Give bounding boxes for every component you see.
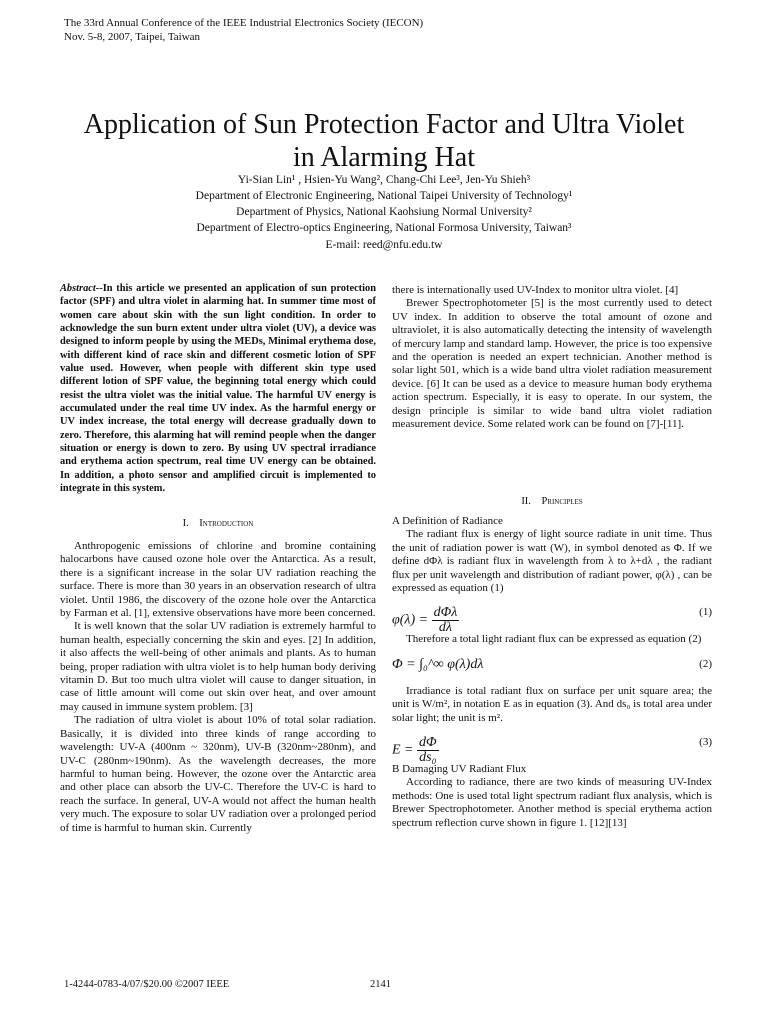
equation-1-lhs: φ(λ) =	[392, 613, 429, 629]
principles-paragraph-a3: Irradiance is total radiant flux on surface per unit square area; the unit is W/m², in notation E as in equation (3). And ds₀ is total area under solar light; the unit is m².	[392, 684, 712, 724]
intro-paragraph-2: It is well known that the solar UV radiation is extremely harmful to human health, especially concerning the skin and eyes. [2] In addition, it also affects the well-being of other animals and plants. As to human being, proper radiation with ultra violet is to help human body deriving vitamin D. But too much ultra violet will cause to danger situation, in case of little amount will come out skin over heat, and over amount may caused in immune system problem. [3]	[60, 620, 376, 713]
equation-3-lhs: E =	[392, 742, 414, 758]
abstract-text: --In this article we presented an application of sun protection factor (SPF) and ultra violet in alarming hat. In summer time most of women care about skin with the sun light condition. In order to acknowledge the sun burn extent under ultra violet (UV), a device was designed to inform people by using the MEDs, Minimal erythema dose, with different kind of race skin and different cosmetic lotion of SPF value used. However, when people with different skin type used different lotion of SPF value, the beginning total energy which could resist the ultra violet was the initial value. The harmful UV energy is accumulated under the real time UV index. As the harmful energy or UV index increase, the total energy will decrease gradually down to zero. Therefore, this alarming hat will remind people when the danger situation or energy is down to zero. By using UV spectral irradiance and erythema action spectrum, real time UV energy can be obtained. In addition, a photo sensor and amplified circuit is implemented to integrate in this system.	[60, 283, 376, 495]
right-column-top	[392, 284, 712, 431]
equation-1-numerator: dΦλ	[433, 605, 458, 621]
conference-date: Nov. 5-8, 2007, Taipei, Taiwan	[64, 31, 201, 43]
conference-header	[64, 16, 423, 44]
right-paragraph-2: Brewer Spectrophotometer [5] is the most currently used to detect UV index. In addition to observe the total amount of ozone and ultraviolet, it is also automatically detecting the intensity of wavelength of mercury lamp and standard lamp. However, the price is too expensive and the operation is needed an expert technician. Another method is solar light 501, which is a wide band ultra violet radiation measurement device. [6] It can be used as a device to measure human body erythema action spectrum. Especially, it is easy to operate. In our system, the design principle is similar to wide band ultra violet radiation measurement device. Some related work can be found on [7]-[11].	[392, 297, 712, 431]
title-line-2: in Alarming Hat	[293, 142, 475, 173]
principles-paragraph-a2: Therefore a total light radiant flux can be expressed as equation (2)	[406, 633, 702, 646]
abstract-label: Abstract	[60, 283, 96, 294]
affiliation-1: Department of Electronic Engineering, National Taipei University of Technology¹	[195, 190, 573, 202]
equation-2-body: Φ = ∫₀^∞ φ(λ)dλ	[392, 656, 484, 672]
copyright-footer: 1-4244-0783-4/07/$20.00 ©2007 IEEE	[64, 979, 230, 990]
intro-paragraph-1: Anthropogenic emissions of chlorine and bromine containing halocarbons have caused ozone hole over the Antarctica. As a result, there is a significant increase in the solar UV radiation reaching the surface. There is more than 30 years in an observation research of ultra violet. Until 1986, the discovery of the ozone hole over the Antarctica by Farman et al. [1], extensive observations have more been concerned.	[60, 540, 376, 620]
section-title: Introduction	[199, 518, 254, 529]
section-heading-principles	[392, 496, 712, 507]
affiliation-3: Department of Electro-optics Engineering, National Formosa University, Taiwan³	[196, 222, 572, 234]
conference-name: The 33rd Annual Conference of the IEEE Industrial Electronics Society (IECON)	[64, 17, 424, 29]
principles-paragraph-a1: The radiant flux is energy of light source radiate in unit time. Thus the unit of radiation power is watt (W), in symbol denoted as Φ. If we define dΦλ is radiant flux in wavelength from λ to λ+dλ , the radiant flux per unit wavelength and distribution of radiant power, φ(λ) , can be expressed as equation (1)	[392, 528, 712, 595]
principles-paragraph-b1: According to radiance, there are two kinds of measuring UV-Index methods: One is used total light spectrum radiant flux analysis, which is Brewer Spectrophotometer. Another method is special erythema action spectrum reflection curve shown in figure 1. [12][13]	[392, 776, 712, 829]
equation-1-denominator: dλ	[438, 620, 452, 636]
equation-2	[392, 652, 712, 680]
page-number: 2141	[370, 979, 391, 990]
equation-3-denominator: ds₀	[419, 750, 437, 766]
equation-3-fraction	[417, 736, 439, 765]
equation-3	[392, 730, 712, 766]
principles-body	[392, 515, 712, 830]
section-heading-introduction	[60, 518, 376, 529]
introduction-body	[60, 540, 376, 835]
author-names: Yi-Sian Lin¹ , Hsien-Yu Wang², Chang-Chi Lee³, Jen-Yu Shieh³	[237, 174, 531, 186]
title-line-1: Application of Sun Protection Factor and Ultra Violet	[83, 109, 685, 140]
equation-3-numerator: dΦ	[419, 735, 437, 751]
section-number: I.	[182, 518, 189, 529]
section-title: Principles	[541, 496, 583, 507]
author-email: E-mail: reed@nfu.edu.tw	[325, 239, 443, 251]
affiliation-2: Department of Physics, National Kaohsiung Normal University²	[236, 206, 532, 218]
paper-title	[0, 108, 768, 174]
right-paragraph-1: there is internationally used UV-Index to monitor ultra violet. [4]	[392, 284, 679, 296]
equation-2-number: (2)	[699, 657, 712, 670]
equation-3-number: (3)	[699, 736, 712, 749]
subsection-b-heading: B Damaging UV Radiant Flux	[392, 763, 527, 776]
equation-1	[392, 600, 712, 636]
intro-paragraph-3: The radiation of ultra violet is about 10% of total solar radiation. Basically, it is divided into three kinds of range according to wavelength: UV-A (400nm ~ 320nm), UV-B (320nm~280nm), and UV-C (280nm~190nm). As the wavelength decreases, the more harmful to human being. However, the ozone over the Antarctic area and other place can absorb the UV-C. Therefore the UV-C is hard to reach the surface. In general, UV-A would not affect the human health very much. The exposure to solar UV radiation over a prolonged period of time is harmful to human skin. Currently	[60, 714, 376, 834]
abstract	[60, 282, 376, 496]
equation-1-fraction	[432, 606, 460, 635]
section-number: II.	[521, 496, 531, 507]
author-block	[0, 172, 768, 236]
equation-1-number: (1)	[699, 606, 712, 619]
subsection-a-heading: A Definition of Radiance	[392, 515, 503, 527]
